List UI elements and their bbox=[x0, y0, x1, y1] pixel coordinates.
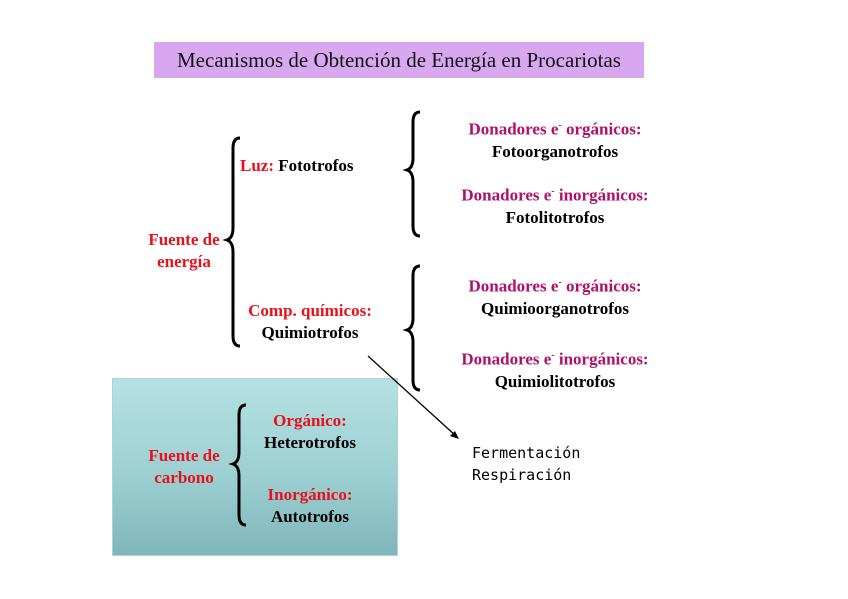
process-respiration: Respiración bbox=[472, 466, 572, 484]
chemo-litho-branch: Donadores e- inorgánicos: Quimiolitotrofos bbox=[461, 349, 649, 391]
carbon-source-label: Fuente de carbono bbox=[148, 446, 220, 487]
inorganic-autotrophs: Inorgánico: Autotrofos bbox=[267, 485, 353, 526]
light-phototrophs: Luz: Fototrofos bbox=[240, 156, 354, 175]
chemotroph-brace bbox=[407, 266, 420, 390]
photo-litho-branch: Donadores e- inorgánicos: Fotolitotrofos bbox=[461, 185, 649, 227]
page-title: Mecanismos de Obtención de Energía en Procariotas bbox=[154, 42, 644, 78]
phototroph-brace bbox=[407, 112, 420, 236]
chemo-organo-branch: Donadores e- orgánicos: Quimioorganotrofos bbox=[468, 276, 642, 318]
energy-source-label: Fuente de energía bbox=[148, 230, 220, 271]
photo-organo-branch: Donadores e- orgánicos: Fotoorganotrofos bbox=[468, 119, 642, 161]
chemical-chemotrophs: Comp. químicos: Quimiotrofos bbox=[248, 301, 372, 342]
process-list bbox=[472, 442, 580, 486]
organic-heterotrophs: Orgánico: Heterotrofos bbox=[264, 411, 356, 452]
process-fermentation: Fermentación bbox=[472, 444, 581, 462]
